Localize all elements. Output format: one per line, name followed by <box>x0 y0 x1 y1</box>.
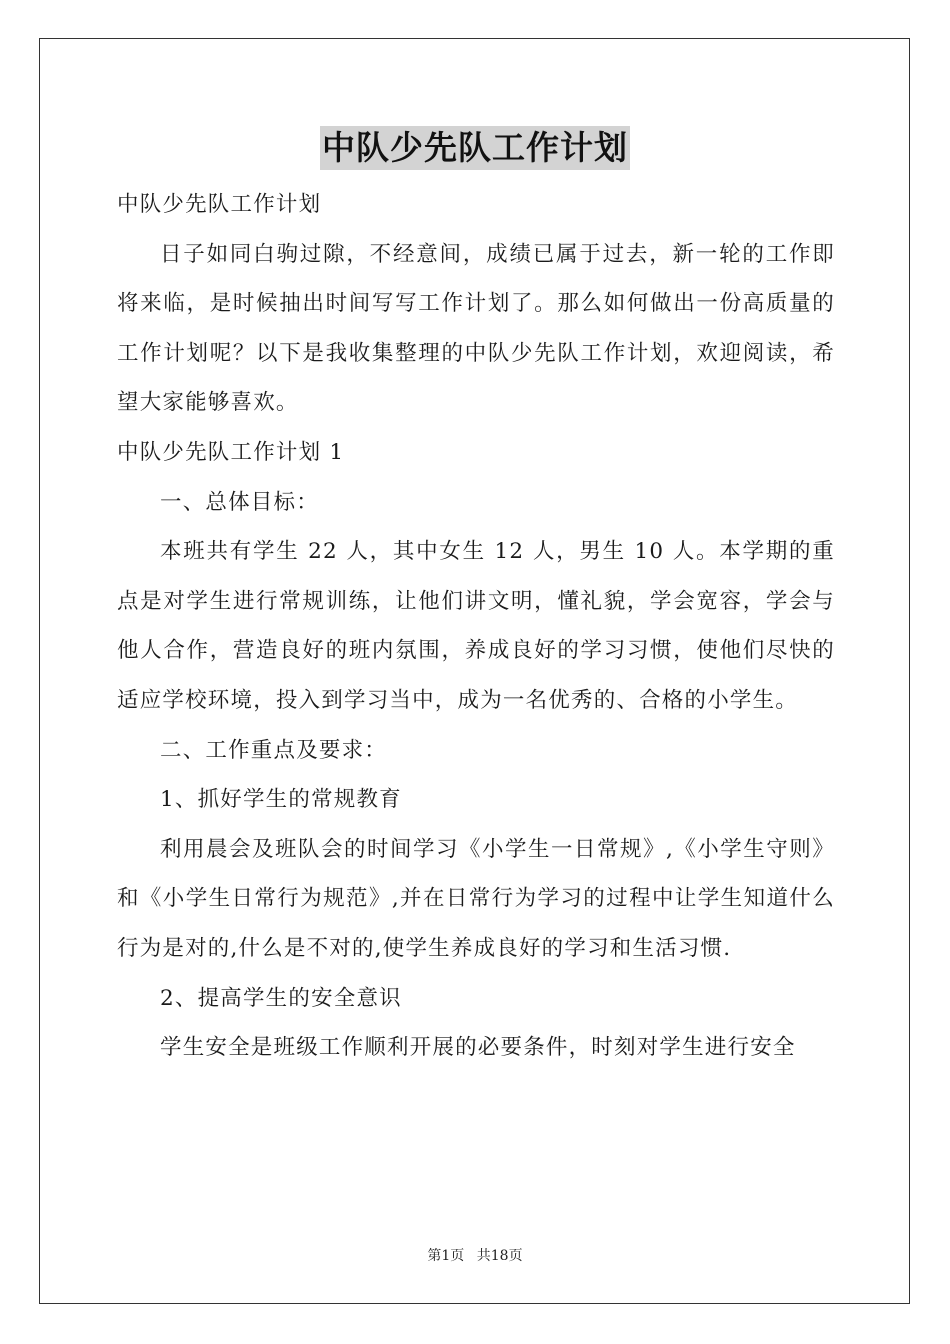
paragraph: 二、工作重点及要求： <box>160 737 388 763</box>
paragraph: 1、抓好学生的常规教育 <box>160 787 402 813</box>
paragraph: 一、总体目标： <box>160 489 319 515</box>
paragraph: 学生安全是班级工作顺利开展的必要条件，时刻对学生进行安全 <box>160 1035 796 1061</box>
page-footer <box>0 1245 950 1265</box>
paragraph: 日子如同白驹过隙，不经意间，成绩已属于过去，新一轮的工作即将来临，是时候抽出时间写写工作计划了。那么如何做出一份高质量的工作计划呢？以下是我收集整理的中队少先队工作计划，欢迎阅读，希望大家能够喜欢。 <box>117 241 835 416</box>
paragraph: 中队少先队工作计划 <box>117 192 322 217</box>
page-number: 第1页 <box>427 1248 465 1264</box>
page-total: 共18页 <box>476 1248 523 1264</box>
paragraph: 中队少先队工作计划 1 <box>117 439 345 465</box>
paragraph: 2、提高学生的安全意识 <box>160 985 402 1011</box>
document-body <box>117 180 835 1073</box>
paragraph: 利用晨会及班队会的时间学习《小学生一日常规》,《小学生守则》和《小学生日常行为规范》,并在日常行为学习的过程中让学生知道什么行为是对的,什么是不对的,使学生养成良好的学习和生活习惯. <box>117 836 835 961</box>
document-title: 中队少先队工作计划 <box>320 126 630 170</box>
title-container <box>0 126 950 170</box>
paragraph: 本班共有学生 22 人，其中女生 12 人，男生 10 人。本学期的重点是对学生进行常规训练，让他们讲文明，懂礼貌，学会宽容，学会与他人合作，营造良好的班内氛围，养成良好的学习习惯，使他们尽快的适应学校环境，投入到学习当中，成为一名优秀的、合格的小学生。 <box>117 539 835 713</box>
